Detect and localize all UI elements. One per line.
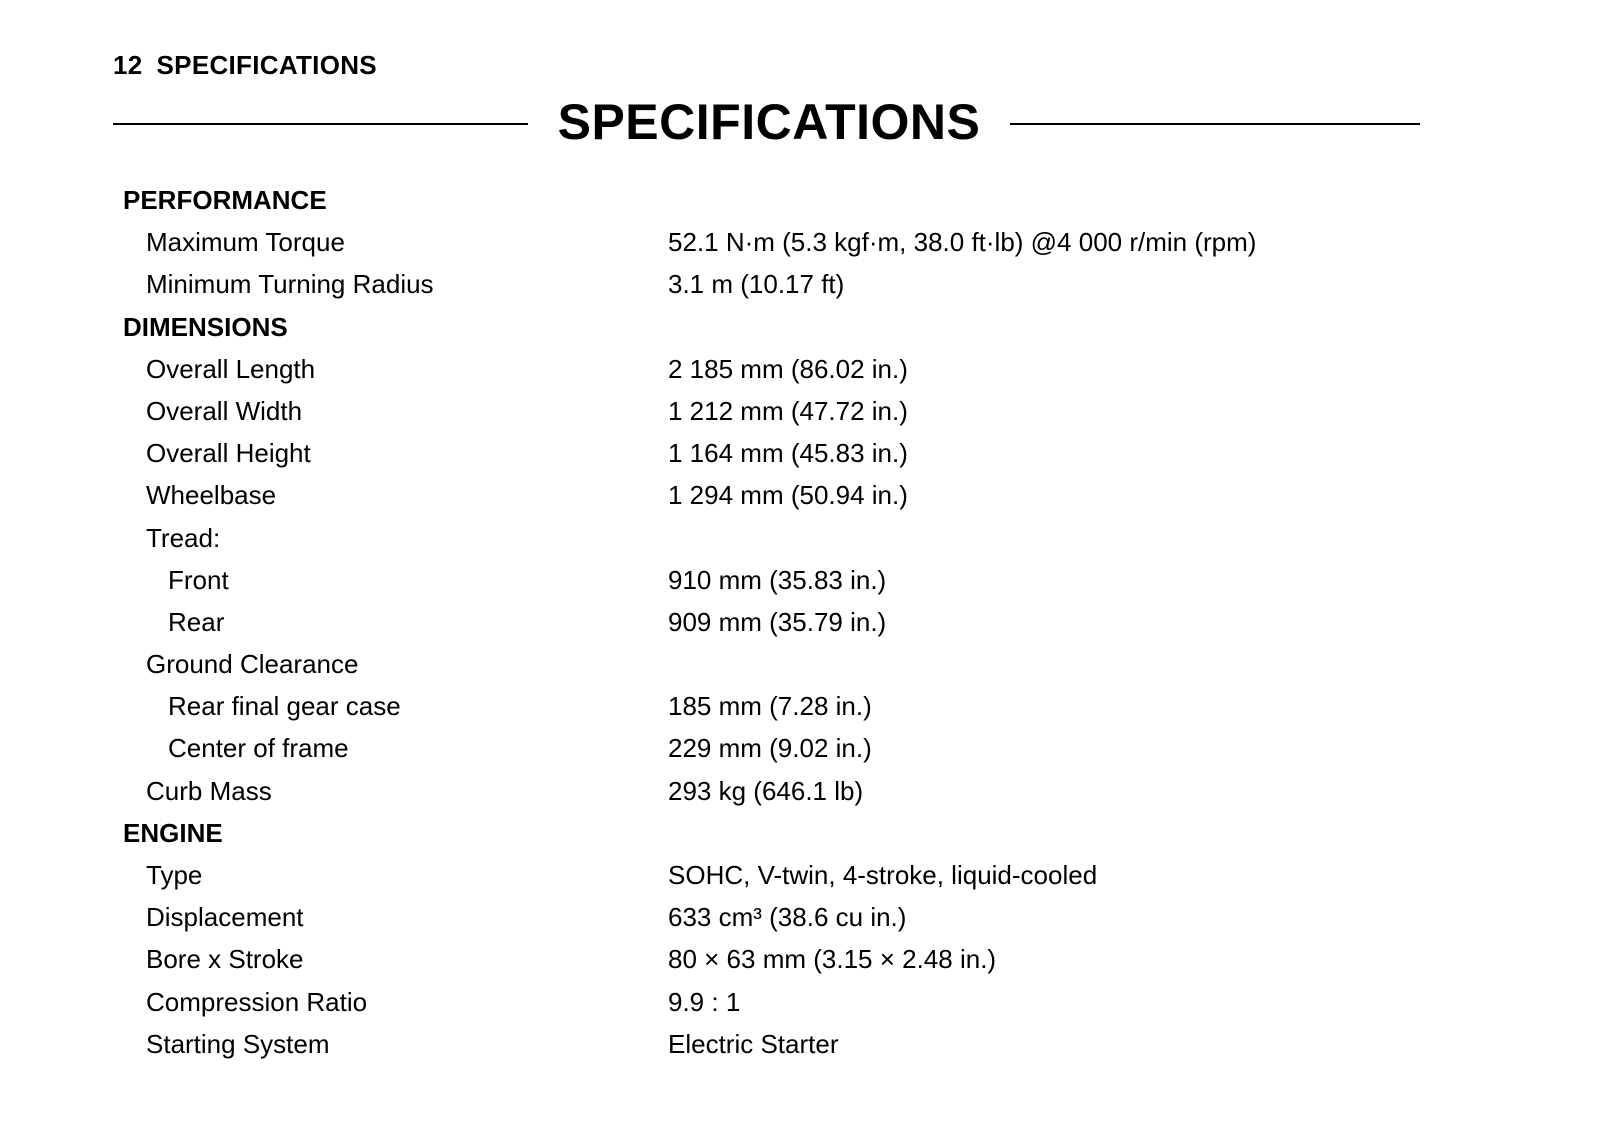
spec-value: 52.1 N·m (5.3 kgf·m, 38.0 ft·lb) @4 000 r/min (rpm): [668, 227, 1257, 258]
page-title: SPECIFICATIONS: [557, 94, 981, 150]
spec-label: Starting System: [146, 1028, 330, 1059]
spec-row: [123, 770, 1423, 812]
spec-row: [123, 643, 1423, 685]
spec-label: Curb Mass: [146, 775, 272, 806]
spec-row: [123, 263, 1423, 305]
spec-value: 9.9 : 1: [668, 986, 741, 1017]
spec-row: [123, 727, 1423, 769]
title-rule-right: [1010, 123, 1420, 125]
spec-list: [123, 179, 1423, 1065]
spec-value: 909 mm (35.79 in.): [668, 606, 887, 637]
spec-label: Bore x Stroke: [146, 944, 304, 975]
spec-row: [123, 390, 1423, 432]
spec-label: Type: [146, 860, 203, 890]
spec-label: Front: [168, 564, 229, 595]
spec-label: Maximum Torque: [146, 227, 345, 258]
section-heading-row: [123, 179, 1423, 221]
title-row: [113, 90, 1420, 154]
spec-value: 2 185 mm (86.02 in.): [668, 353, 908, 384]
spec-row: [123, 601, 1423, 643]
spec-row: [123, 981, 1423, 1023]
spec-row: [123, 938, 1423, 980]
spec-label: Wheelbase: [146, 480, 277, 511]
spec-row: [123, 559, 1423, 601]
spec-label: Rear: [168, 606, 225, 637]
spec-value: 1 164 mm (45.83 in.): [668, 438, 908, 469]
spec-label: Center of frame: [168, 733, 349, 764]
spec-row: [123, 348, 1423, 390]
section-heading-row: [123, 812, 1423, 854]
spec-value: 185 mm (7.28 in.): [668, 691, 872, 722]
spec-label: Rear final gear case: [168, 691, 401, 722]
spec-value: 1 294 mm (50.94 in.): [668, 480, 908, 511]
spec-row: [123, 221, 1423, 263]
spec-value: 293 kg (646.1 lb): [668, 775, 864, 806]
spec-label: Overall Width: [146, 395, 303, 426]
spec-label: Overall Length: [146, 353, 316, 384]
spec-label: Compression Ratio: [146, 986, 368, 1017]
spec-row: [123, 854, 1423, 896]
spec-row: [123, 474, 1423, 516]
spec-value: 1 212 mm (47.72 in.): [668, 395, 908, 426]
spec-value: 633 cm³ (38.6 cu in.): [668, 902, 907, 933]
spec-label: Tread:: [146, 522, 221, 553]
running-head: [113, 50, 377, 81]
running-head-section: SPECIFICATIONS: [156, 50, 377, 80]
spec-row: [123, 1023, 1423, 1065]
spec-value: SOHC, V-twin, 4-stroke, liquid-cooled: [668, 860, 1098, 890]
spec-label: Ground Clearance: [146, 649, 359, 680]
spec-label: Overall Height: [146, 438, 311, 469]
spec-row: [123, 896, 1423, 938]
spec-row: [123, 517, 1423, 559]
spec-row: [123, 432, 1423, 474]
section-heading: PERFORMANCE: [123, 185, 327, 215]
spec-value: 80 × 63 mm (3.15 × 2.48 in.): [668, 944, 997, 975]
page-number: 12: [113, 50, 143, 80]
spec-label: Minimum Turning Radius: [146, 269, 434, 300]
spec-value: 3.1 m (10.17 ft): [668, 269, 845, 300]
section-heading-row: [123, 306, 1423, 348]
section-heading: DIMENSIONS: [123, 311, 288, 342]
spec-value: 229 mm (9.02 in.): [668, 733, 872, 764]
title-rule-left: [113, 123, 528, 125]
section-heading: ENGINE: [123, 817, 223, 848]
spec-row: [123, 685, 1423, 727]
spec-label: Displacement: [146, 902, 304, 933]
spec-value: 910 mm (35.83 in.): [668, 564, 887, 595]
spec-value: Electric Starter: [668, 1028, 839, 1059]
